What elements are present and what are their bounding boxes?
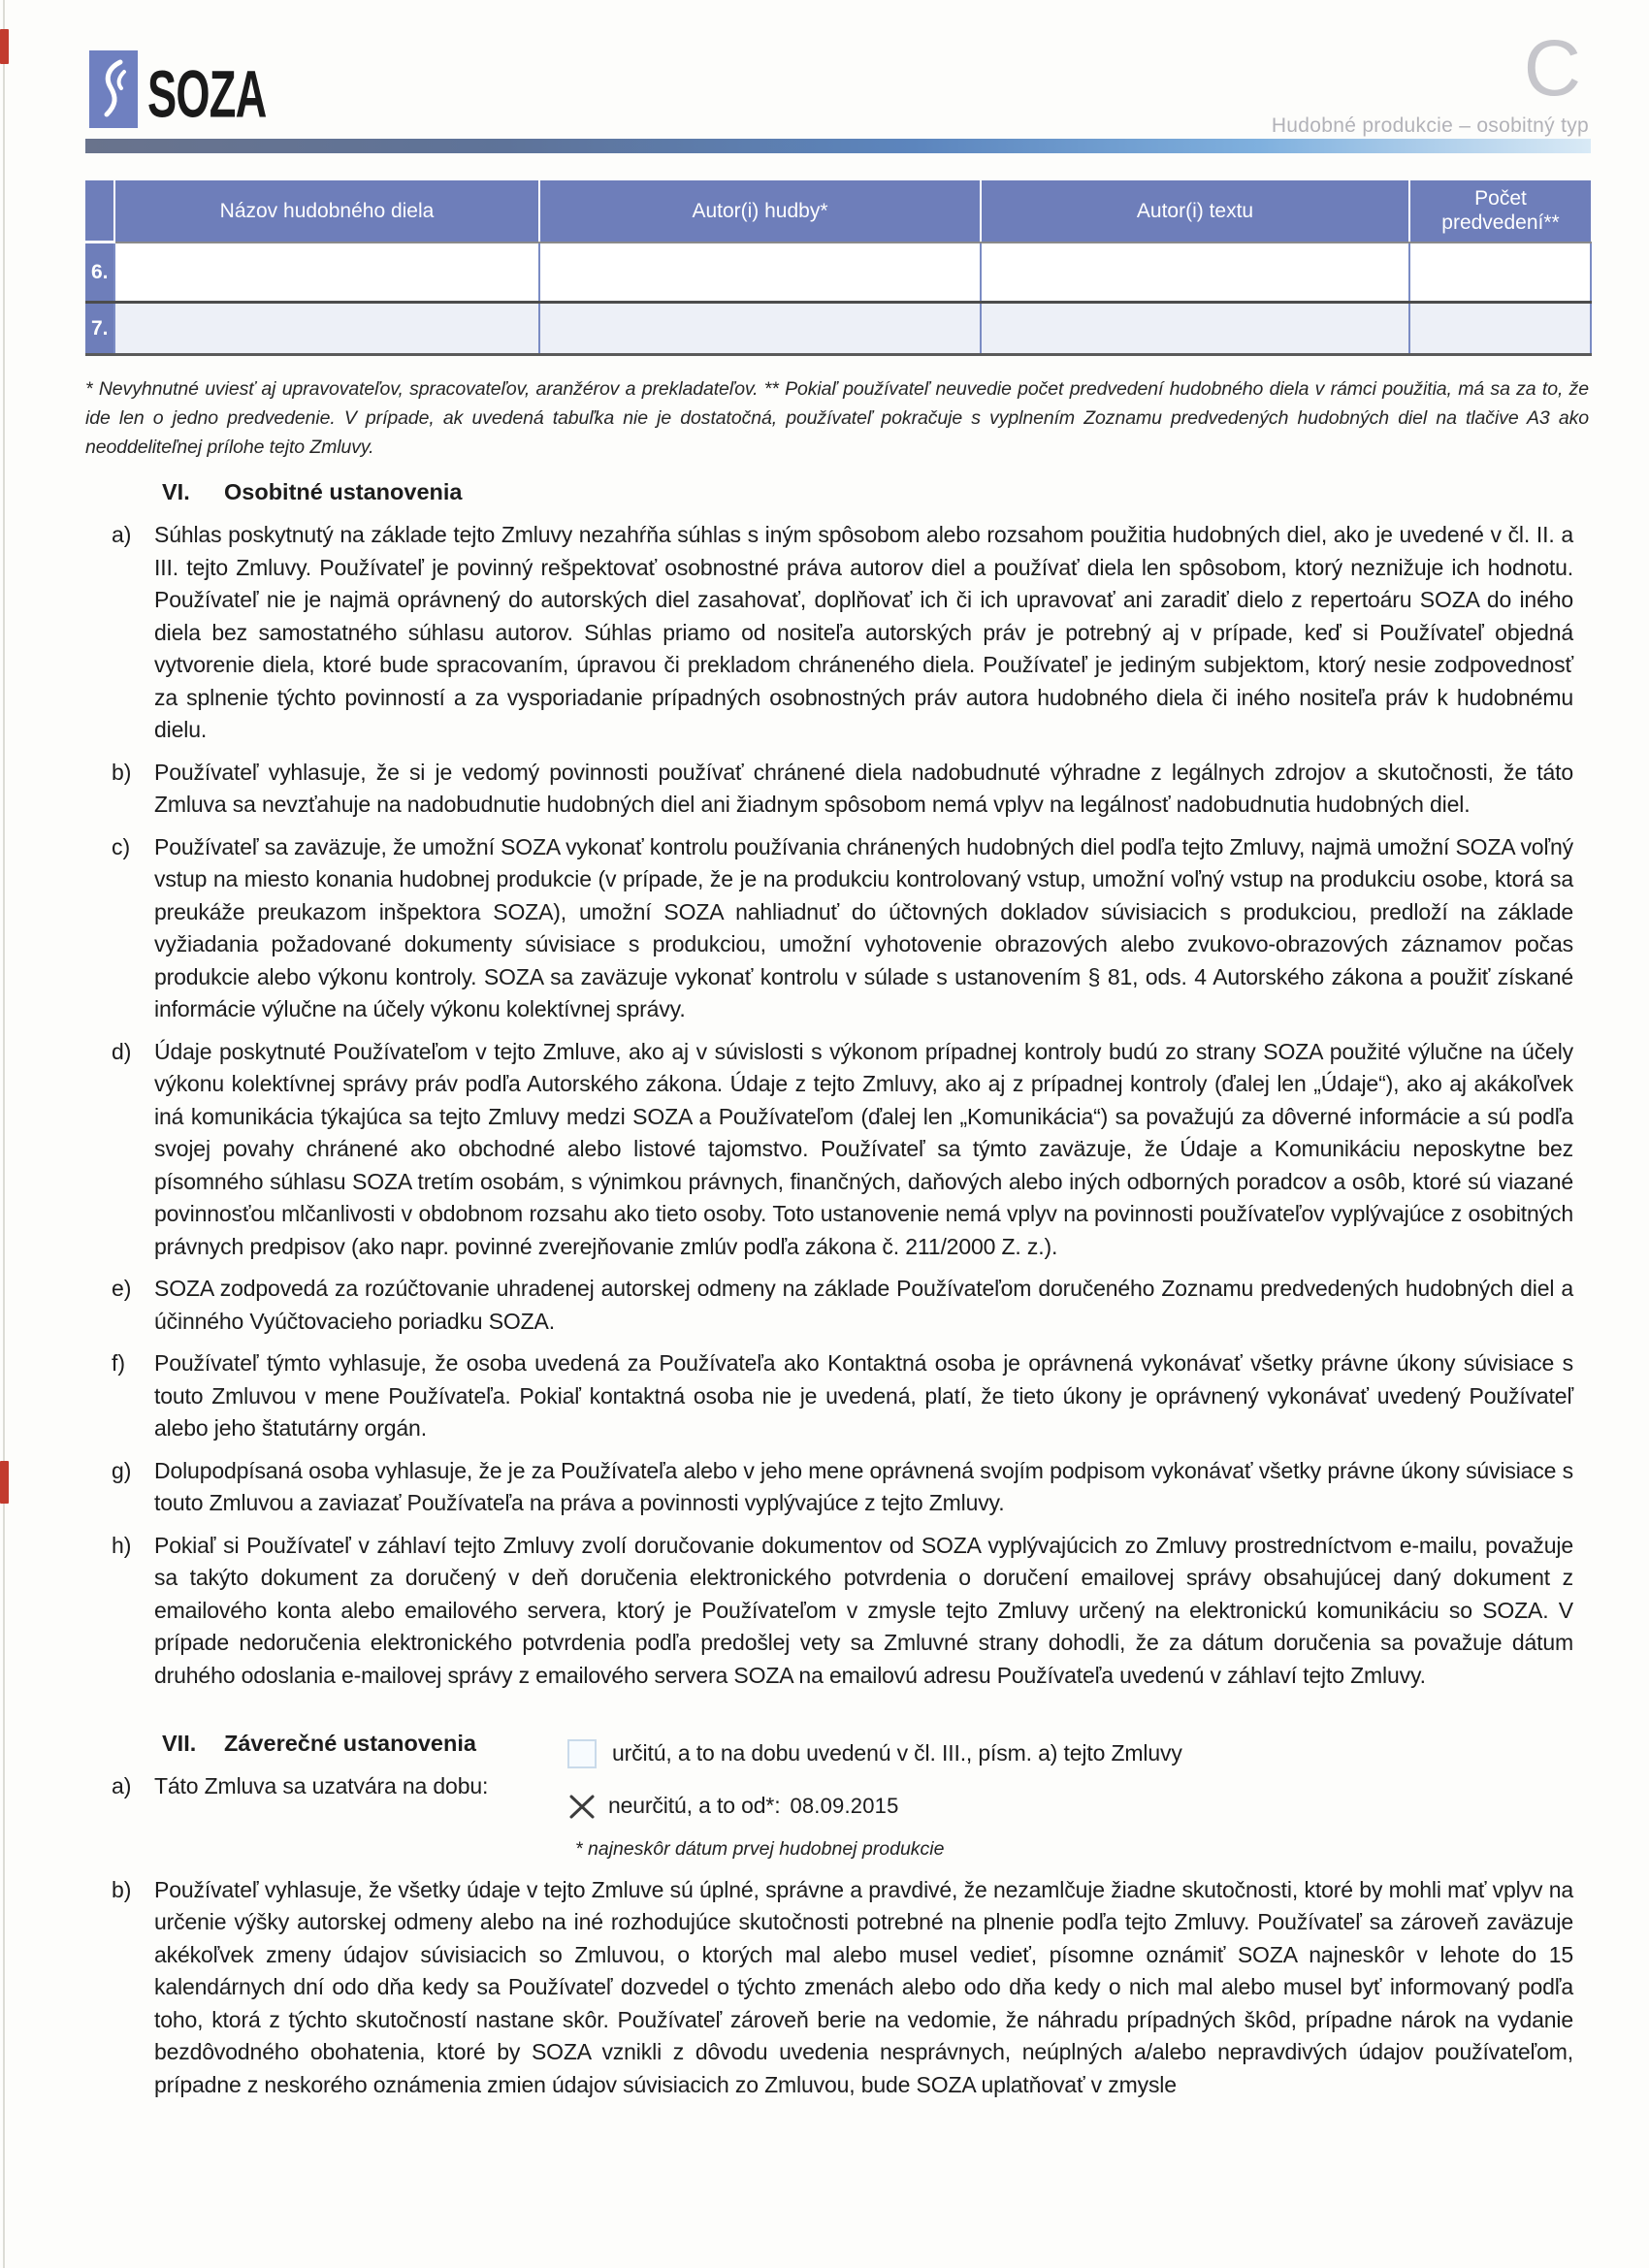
column-header-performance-count: Počet predvedení** xyxy=(1409,180,1591,243)
clause-label: b) xyxy=(112,759,132,785)
clause-vi-c xyxy=(112,831,1573,1026)
option-label: neurčitú, a to od*: xyxy=(608,1793,781,1818)
clause-label: d) xyxy=(112,1038,132,1064)
work-title-cell[interactable] xyxy=(114,303,539,355)
clause-text: Používateľ vyhlasuje, že všetky údaje v tejto Zmluve sú úplné, správne a pravdivé, že nezamlčuje žiadne skutočnosti, ktoré by mohli mať vplyv na určenie výšky autorskej odmeny alebo na iné rozhodujúce skutočnosti potrebné na plnenie podľa tejto Zmluvy. Používateľ sa zároveň zaväzuje akékoľvek zmeny údajov súvisiacich so Zmluvou, o ktorých mal alebo musel vedieť, písomne oznámiť SOZA najneskôr v lehote do 15 kalendárnych dní odo dňa kedy sa Používateľ dozvedel o týchto zmenách alebo odo dňa kedy o nich mal alebo musel byť informovaný podľa toho, ktorá z týchto skutočností nastane skôr. Používateľ zároveň berie na vedomie, že náhradu prípadných škôd, prípadne nárok na vydanie bezdôvodného obohatenia, ktoré by SOZA vznikli z dôvodu uvedenia nesprávnych, neúplných a/alebo nepravdivých údajov používateľom, prípadne z neskorého oznámenia zmien údajov súvisiacich zo Zmluvou, bude SOZA uplatňovať v zmysle xyxy=(154,1876,1573,2097)
clause-label: g) xyxy=(112,1457,132,1483)
soza-logo xyxy=(89,50,300,132)
column-header-work-title: Názov hudobného diela xyxy=(114,180,539,243)
music-author-cell[interactable] xyxy=(539,243,981,303)
clause-text: Používateľ sa zaväzuje, že umožní SOZA vykonať kontrolu používania chránených hudobných diel podľa tejto Zmluvy, najmä umožní SOZA voľný vstup na miesto konania hudobnej produkcie (v prípade, že je na produkciu kontrolovaný vstup, umožní voľný vstup na produkciu osobe, ktorá sa preukáže preukazom inšpektora SOZA), umožní SOZA nahliadnuť do účtovných dokladov súvisiacich s produkciou, predloží na základe vyžiadania požadované dokumenty súvisiace s produkciou, umožní vyhotovenie obrazových alebo zvukovo-obrazových záznamov počas produkcie alebo výkonu kontroly. SOZA sa zaväzuje vykonať kontrolu v súlade s ustanovením § 81, ods. 4 Autorského zákona a použiť získané informácie výlučne na účely výkonu kolektívnej správy. xyxy=(154,833,1573,1021)
clause-vi-d xyxy=(112,1036,1573,1264)
clause-vi-b xyxy=(112,757,1573,822)
clause-label: f) xyxy=(112,1350,126,1376)
page-header xyxy=(85,24,1591,140)
option-label: určitú, a to na dobu uvedenú v čl. III., písm. a) tejto Zmluvy xyxy=(612,1740,1182,1766)
clause-vii-b xyxy=(112,1874,1573,2102)
section-title: Záverečné ustanovenia xyxy=(224,1731,476,1756)
text-author-cell[interactable] xyxy=(981,303,1409,355)
clause-label: a) xyxy=(112,522,132,547)
row-number: 7. xyxy=(85,303,114,355)
clause-text: SOZA zodpovedá za rozúčtovanie uhradenej autorskej odmeny na základe Používateľom doručeného Zoznamu predvedených hudobných diel a účinného Vyúčtovacieho poriadku SOZA. xyxy=(154,1276,1573,1334)
clause-text: Dolupodpísaná osoba vyhlasuje, že je za Používateľa alebo v jeho mene oprávnená svojím podpisom vykonávať všetky právne úkony súvisiace s touto Zmluvou a zaviazať Používateľa na práva a povinnosti vyplývajúce z tejto Zmluvy. xyxy=(154,1457,1573,1515)
table-row xyxy=(85,303,1591,355)
row-number: 6. xyxy=(85,243,114,303)
clause-label: e) xyxy=(112,1276,132,1301)
clause-text: Používateľ vyhlasuje, že si je vedomý povinnosti používať chránené diela nadobudnuté výhradne z legálnych zdrojov a skutočnosti, že táto Zmluva sa nevzťahuje na nadobudnutie hudobných diel ani žiadnym spôsobom nemá vplyv na legálnosť nadobudnutia hudobných diel. xyxy=(154,759,1573,817)
section-number: VII. xyxy=(162,1731,197,1756)
section-number: VI. xyxy=(162,479,190,504)
start-date-value[interactable]: 08.09.2015 xyxy=(790,1793,899,1818)
clause-vi-e xyxy=(112,1273,1573,1338)
work-title-cell[interactable] xyxy=(114,243,539,303)
clause-vi-a xyxy=(112,519,1573,747)
column-header-music-authors: Autor(i) hudby* xyxy=(539,180,981,243)
soza-logo-text: SOZA xyxy=(147,57,267,132)
clause-label: b) xyxy=(112,1876,132,1902)
scanner-edge-line xyxy=(3,0,5,2268)
red-scan-mark-top xyxy=(0,29,9,64)
table-row xyxy=(85,243,1591,303)
music-works-table xyxy=(85,180,1592,356)
text-author-cell[interactable] xyxy=(981,243,1409,303)
clause-label: h) xyxy=(112,1532,132,1558)
option-footnote: * najneskôr dátum prvej hudobnej produkcie xyxy=(575,1837,945,1860)
clause-text: Používateľ týmto vyhlasuje, že osoba uvedená za Používateľa ako Kontaktná osoba je oprávnená vykonávať všetky právne úkony súvisiace s touto Zmluvou v mene Používateľa. Pokiaľ kontaktná osoba nie je uvedená, platí, že tieto úkony je oprávnený vykonávať uvedený Používateľ alebo jeho štatutárny orgán. xyxy=(154,1350,1573,1441)
clause-text: Pokiaľ si Používateľ v záhlaví tejto Zmluvy zvolí doručovanie dokumentov od SOZA vyplývajúcich zo Zmluvy prostredníctvom e-mailu, považuje sa takýto dokument za doručený v deň doručenia elektronického potvrdenia o doručení emailovej správy obsahujúcej daný dokument z emailového konta alebo emailového servera, ktorý je Používateľom v zmysle tejto Zmluvy určený na elektronickú komunikáciu so SOZA. V prípade nedoručenia elektronického potvrdenia podľa predošlej vety sa Zmluvné strany dohodli, že za dátum doručenia sa považuje dátum druhého odoslania e-mailovej správy z emailového servera SOZA na emailovú adresu Používateľa uvedenú v záhlaví tejto Zmluvy. xyxy=(154,1532,1573,1688)
clause-text: Súhlas poskytnutý na základe tejto Zmluvy nezahŕňa súhlas s iným spôsobom alebo rozsahom použitia hudobných diel, ako je uvedené v čl. II. a III. tejto Zmluvy. Používateľ je povinný rešpektovať osobnostné práva autorov diel a používať diela len spôsobom, ktorý neznižuje ich hodnotu. Používateľ nie je najmä oprávnený do autorských diel zasahovať, doplňovať ich či ich upravovať ani zaradiť dielo z repertoáru SOZA do iného diela bez samostatného súhlasu autorov. Súhlas priamo od nositeľa autorských práv je potrebný aj v prípade, keď si Používateľ objedná vytvorenie diela, ktoré bude spracovaním, úpravou či prekladom chráneného diela. Používateľ je jediným subjektom, ktorý nesie zodpovednosť za splnenie týchto povinností a za vysporiadanie prípadných osobnostných práv autora hudobného diela či iného nositeľa práv k hudobnému dielu. xyxy=(154,522,1573,742)
music-author-cell[interactable] xyxy=(539,303,981,355)
checkbox-unchecked[interactable] xyxy=(567,1739,597,1768)
red-scan-mark-middle xyxy=(0,1461,9,1504)
section-title: Osobitné ustanovenia xyxy=(224,479,463,504)
performance-count-cell[interactable] xyxy=(1409,303,1591,355)
clause-vi-g xyxy=(112,1455,1573,1520)
clause-text: Táto Zmluva sa uzatvára na dobu: xyxy=(154,1773,489,1798)
x-mark-icon[interactable] xyxy=(567,1792,597,1821)
column-header-text-authors: Autor(i) textu xyxy=(981,180,1409,243)
table-footnote: * Nevyhnutné uviesť aj upravovateľov, spracovateľov, aranžérov a prekladateľov. ** Pokiaľ používateľ neuvedie počet predvedení hudobného diela v rámci použitia, má sa za to, že ide len o jedno predvedenie. V prípade, ak uvedená tabuľka nie je dostatočná, používateľ pokračuje s vyplnením Zoznamu predvedených hudobných diel na tlačive A3 ako neoddeliteľnej prílohe tejto Zmluvy. xyxy=(85,378,1589,458)
section-vi-heading xyxy=(162,479,1573,505)
contract-body xyxy=(112,479,1573,2111)
clause-vi-h xyxy=(112,1530,1573,1693)
clause-text: Údaje poskytnuté Používateľom v tejto Zmluve, ako aj v súvislosti s výkonom prípadnej kontroly budú zo strany SOZA použité výlučne na účely výkonu kolektívnej správy práv podľa Autorského zákona. Údaje z tejto Zmluvy, ako aj z prípadnej kontroly (ďalej len „Údaje“), ako aj akákoľvek iná komunikácia týkajúca sa tejto Zmluvy medzi SOZA a Používateľom (ďalej len „Komunikácia“) sa považujú za dôverné informácie a sú podľa svojej povahy chránené ako obchodné alebo listové tajomstvo. Používateľ sa týmto zaväzuje, že Údaje a Komunikáciu neposkytne bez písomného súhlasu SOZA tretím osobám, s výnimkou právnych, finančných, daňových alebo iných odborných poradcov a osôb, ktoré sú viazané povinnosťou mlčanlivosti v obdobnom rozsahu ako tieto osoby. Toto ustanovenie nemá vplyv na povinnosti používateľov vyplývajúce z osobitných právnych predpisov (ako napr. povinné zverejňovanie zmlúv podľa zákona č. 211/2000 Z. z.). xyxy=(154,1038,1573,1259)
clause-label: c) xyxy=(112,833,131,859)
clause-label: a) xyxy=(112,1773,132,1798)
table-header-row xyxy=(85,180,1591,243)
option-definite-duration[interactable] xyxy=(567,1739,1573,1768)
clause-vi-f xyxy=(112,1347,1573,1445)
form-type-letter: C xyxy=(1523,24,1581,113)
row-number-header xyxy=(85,180,114,243)
form-subtitle: Hudobné produkcie – osobitný typ xyxy=(1271,114,1589,137)
performance-count-cell[interactable] xyxy=(1409,243,1591,303)
header-accent-bar xyxy=(85,139,1591,153)
soza-logo-icon xyxy=(89,50,138,128)
